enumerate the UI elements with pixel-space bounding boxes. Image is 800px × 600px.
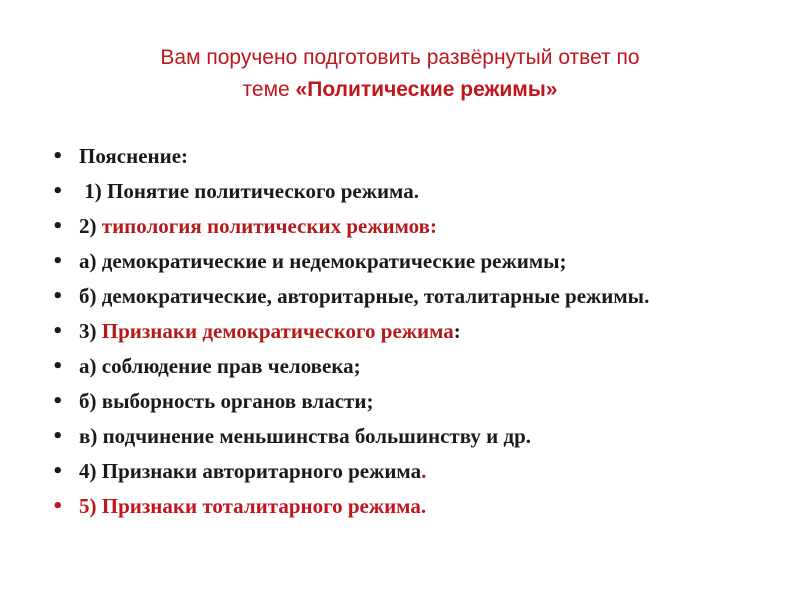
bullet-text: б) демократические, авторитарные, тоталитарные режимы.: [79, 284, 650, 308]
bullet-item-concept: [52, 178, 782, 205]
bullet-text-highlight: Признаки демократического режима: [101, 319, 454, 343]
bullet-item-democratic-b: [52, 388, 782, 415]
bullet-item-typology: [52, 213, 782, 240]
bullet-text-suffix: :: [453, 319, 461, 343]
bullet-text-prefix: 2): [79, 214, 102, 238]
bullet-item-totalitarian: [52, 493, 782, 520]
bullet-list: [52, 143, 782, 528]
bullet-icon: •: [52, 496, 64, 517]
bullet-icon: •: [52, 216, 64, 237]
bullet-text: а) соблюдение прав человека;: [79, 354, 361, 378]
bullet-icon: •: [52, 321, 64, 342]
bullet-text: Пояснение:: [79, 144, 189, 168]
bullet-item-democratic-signs: [52, 318, 782, 345]
bullet-item-authoritarian: [52, 458, 782, 485]
bullet-text: 1) Понятие политического режима.: [79, 179, 419, 203]
bullet-icon: •: [52, 251, 64, 272]
bullet-icon: •: [52, 461, 64, 482]
title-line-1: Вам поручено подготовить развёрнутый ответ по: [160, 46, 640, 69]
bullet-item-democratic-a: [52, 353, 782, 380]
bullet-text: 5) Признаки тоталитарного режима.: [79, 494, 427, 518]
bullet-text: б) выборность органов власти;: [79, 389, 374, 413]
bullet-icon: •: [52, 146, 64, 167]
bullet-text-highlight: .: [421, 459, 427, 483]
bullet-icon: •: [52, 181, 64, 202]
slide-title: [60, 42, 740, 106]
bullet-item-typology-b: [52, 283, 782, 310]
bullet-text: в) подчинение меньшинства большинству и др.: [79, 424, 531, 448]
bullet-text: а) демократические и недемократические режимы;: [79, 249, 567, 273]
bullet-icon: •: [52, 286, 64, 307]
bullet-text-prefix: 3): [79, 319, 102, 343]
bullet-item-democratic-c: [52, 423, 782, 450]
title-topic: «Политические режимы»: [295, 78, 558, 101]
bullet-icon: •: [52, 356, 64, 377]
bullet-icon: •: [52, 391, 64, 412]
bullet-item-typology-a: [52, 248, 782, 275]
bullet-text-highlight: типология политических режимов:: [101, 214, 437, 238]
title-line-2-prefix: теме: [242, 78, 296, 101]
bullet-text-prefix: 4) Признаки авторитарного режима: [79, 459, 422, 483]
bullet-item-explanation: [52, 143, 782, 170]
bullet-icon: •: [52, 426, 64, 447]
title-line-2: [60, 74, 740, 106]
